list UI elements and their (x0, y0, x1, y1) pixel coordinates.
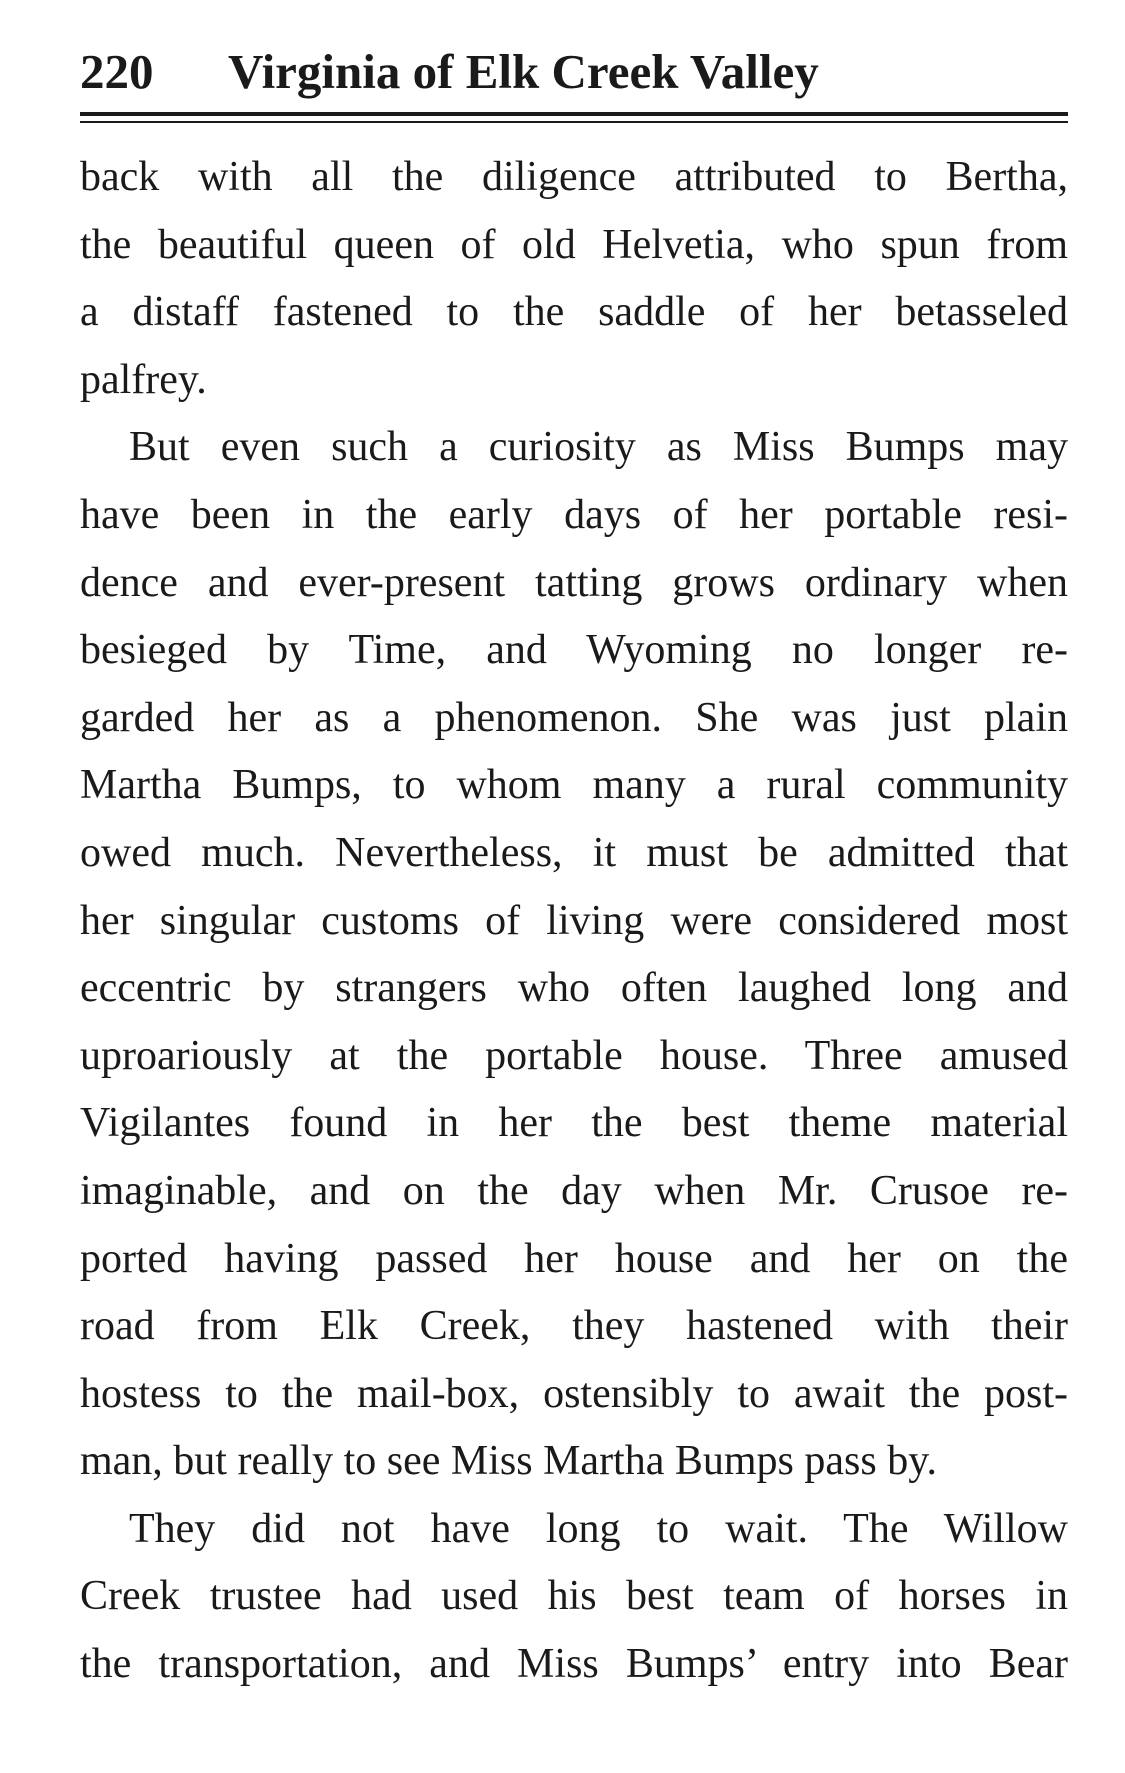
text-line: ported having passed her house and her on the (80, 1235, 1068, 1282)
text-line: They did not have long to wait. The Willow (129, 1505, 1068, 1552)
text-line: uproariously at the portable house. Three amused (80, 1032, 1068, 1079)
text-line: But even such a curiosity as Miss Bumps may (129, 424, 1068, 471)
text-line: her singular customs of living were considered most (80, 897, 1068, 944)
text-line: man, but really to see Miss Martha Bumps pass by. (80, 1438, 938, 1485)
text-line: back with all the diligence attributed to Bertha, (80, 154, 1068, 200)
text-line: garded her as a phenomenon. She was just plain (80, 694, 1068, 741)
text-line: Martha Bumps, to whom many a rural community (80, 762, 1068, 809)
running-title: Virginia of Elk Creek Valley (228, 44, 819, 99)
body-text (80, 144, 1068, 1699)
text-line: the transportation, and Miss Bumps’ entry into Bear (80, 1641, 1068, 1688)
page-number: 220 (80, 44, 154, 99)
header-rule-thin (80, 121, 1068, 123)
text-line: besieged by Time, and Wyoming no longer re- (80, 627, 1068, 674)
text-line: have been in the early days of her portable resi- (80, 491, 1068, 538)
text-line: eccentric by strangers who often laughed long and (80, 965, 1068, 1012)
text-line: road from Elk Creek, they hastened with their (80, 1303, 1068, 1350)
text-line: Creek trustee had used his best team of horses in (80, 1573, 1068, 1620)
text-line: hostess to the mail-box, ostensibly to await the post- (80, 1370, 1068, 1417)
running-header (80, 40, 1060, 104)
text-line: imaginable, and on the day when Mr. Crusoe re- (80, 1167, 1068, 1214)
text-line: palfrey. (80, 356, 207, 403)
text-line: dence and ever-present tatting grows ordinary when (80, 559, 1068, 606)
text-line: Vigilantes found in her the best theme material (80, 1100, 1068, 1147)
text-line: a distaff fastened to the saddle of her betasseled (80, 289, 1068, 336)
text-line: the beautiful queen of old Helvetia, who spun from (80, 221, 1068, 268)
text-line: owed much. Nevertheless, it must be admitted that (80, 829, 1068, 876)
header-rule-thick (80, 112, 1068, 116)
